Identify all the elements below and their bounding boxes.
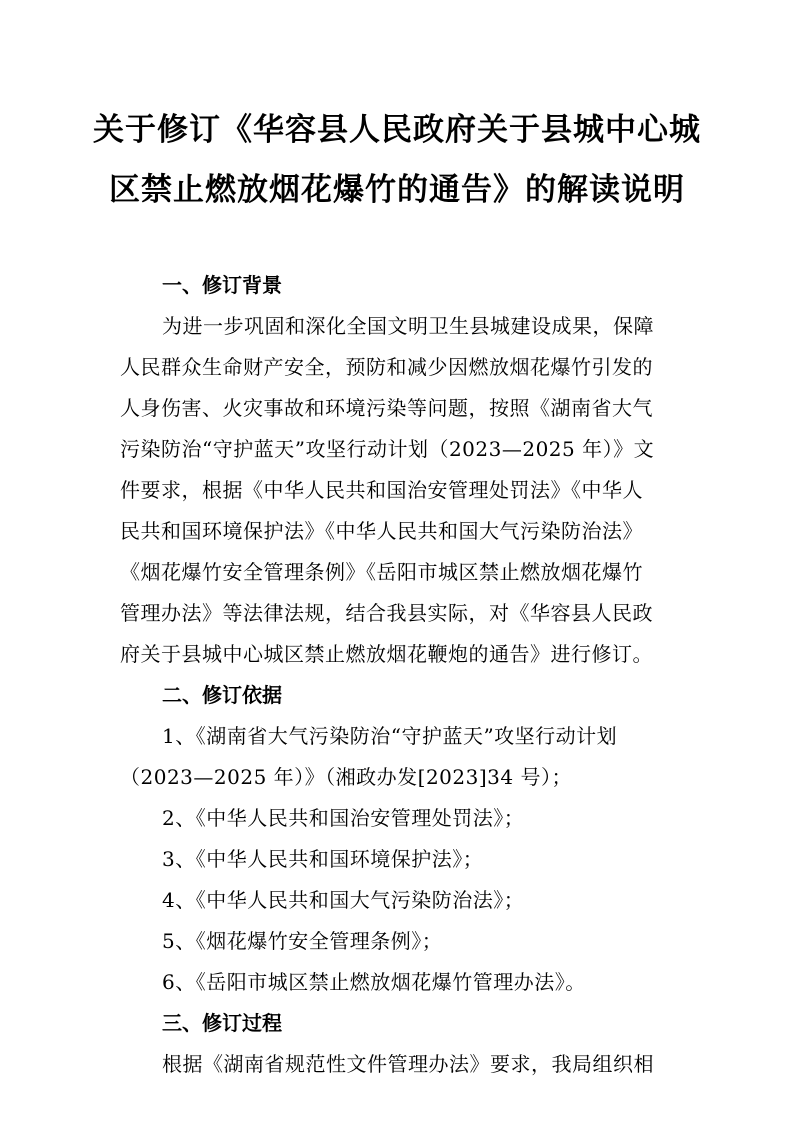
paragraph-line: 管理办法》等法律法规，结合我县实际，对《华容县人民政	[120, 601, 653, 625]
document-title-line-2: 区禁止燃放烟花爆竹的通告》的解读说明	[109, 172, 685, 208]
list-item: 5、《烟花爆竹安全管理条例》；	[162, 929, 443, 953]
paragraph-line: 府关于县城中心城区禁止燃放烟花鞭炮的通告》进行修订。	[120, 642, 653, 666]
paragraph-line: 为进一步巩固和深化全国文明卫生县城建设成果，保障	[162, 314, 654, 338]
document-title-line-1: 关于修订《华容县人民政府关于县城中心城	[93, 112, 701, 148]
list-item: 6、《岳阳市城区禁止燃放烟花爆竹管理办法》。	[162, 970, 586, 994]
list-item: 3、《中华人民共和国环境保护法》；	[162, 847, 484, 871]
list-item: 1、《湖南省大气污染防治“守护蓝天”攻坚行动计划	[162, 724, 618, 748]
paragraph-line: 人身伤害、火灾事故和环境污染等问题，按照《湖南省大气	[120, 396, 653, 420]
section-heading-background: 一、修订背景	[162, 273, 282, 297]
paragraph-line: 根据《湖南省规范性文件管理办法》要求，我局组织相	[162, 1052, 654, 1076]
paragraph-line: 人民群众生命财产安全，预防和减少因燃放烟花爆竹引发的	[120, 355, 653, 379]
list-item: 4、《中华人民共和国大气污染防治法》；	[162, 888, 525, 912]
paragraph-line: 污染防治“守护蓝天”攻坚行动计划（2023—2025 年）》文	[120, 437, 655, 461]
section-heading-basis: 二、修订依据	[162, 683, 282, 707]
paragraph-line: 件要求，根据《中华人民共和国治安管理处罚法》《中华人	[120, 478, 643, 502]
list-item-continuation: （2023—2025 年）》（湘政办发[2023]34 号）；	[120, 765, 572, 789]
section-heading-process: 三、修订过程	[162, 1011, 282, 1035]
list-item: 2、《中华人民共和国治安管理处罚法》；	[162, 806, 525, 830]
paragraph-line: 民共和国环境保护法》《中华人民共和国大气污染防治法》	[120, 519, 643, 543]
paragraph-line: 《烟花爆竹安全管理条例》《岳阳市城区禁止燃放烟花爆竹	[120, 560, 643, 584]
